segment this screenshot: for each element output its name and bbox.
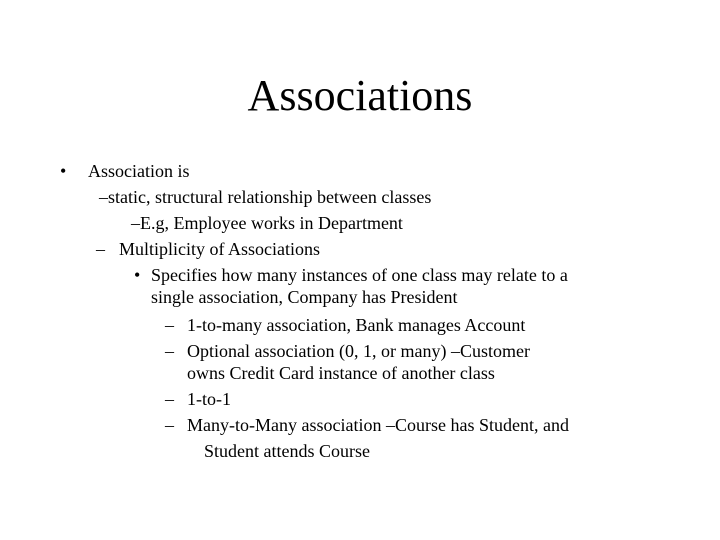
bullet-one-to-one: 1-to-1 (187, 389, 231, 409)
dash-marker: – (165, 389, 174, 409)
bullet-specifies-line1: Specifies how many instances of one class may relate to a (151, 265, 568, 285)
dash-marker: – (165, 341, 174, 361)
line-eg-employee: –E.g, Employee works in Department (131, 213, 403, 233)
dash-marker: – (96, 239, 105, 259)
bullet-marker: • (60, 161, 67, 181)
dash-marker: – (165, 415, 174, 435)
bullet-specifies-line2: single association, Company has President (151, 287, 458, 307)
line-static-structural: –static, structural relationship between classes (99, 187, 432, 207)
slide-title: Associations (247, 71, 473, 120)
bullet-association-is: Association is (88, 161, 190, 181)
bullet-optional-line2: owns Credit Card instance of another class (187, 363, 495, 383)
bullet-many-to-many-line2: Student attends Course (204, 441, 370, 461)
dash-marker: – (165, 315, 174, 335)
bullet-one-to-many: 1-to-many association, Bank manages Account (187, 315, 526, 335)
bullet-optional-line1: Optional association (0, 1, or many) –Customer (187, 341, 530, 361)
bullet-multiplicity: Multiplicity of Associations (119, 239, 320, 259)
bullet-many-to-many-line1: Many-to-Many association –Course has Student, and (187, 415, 569, 435)
bullet-marker: • (134, 265, 141, 285)
